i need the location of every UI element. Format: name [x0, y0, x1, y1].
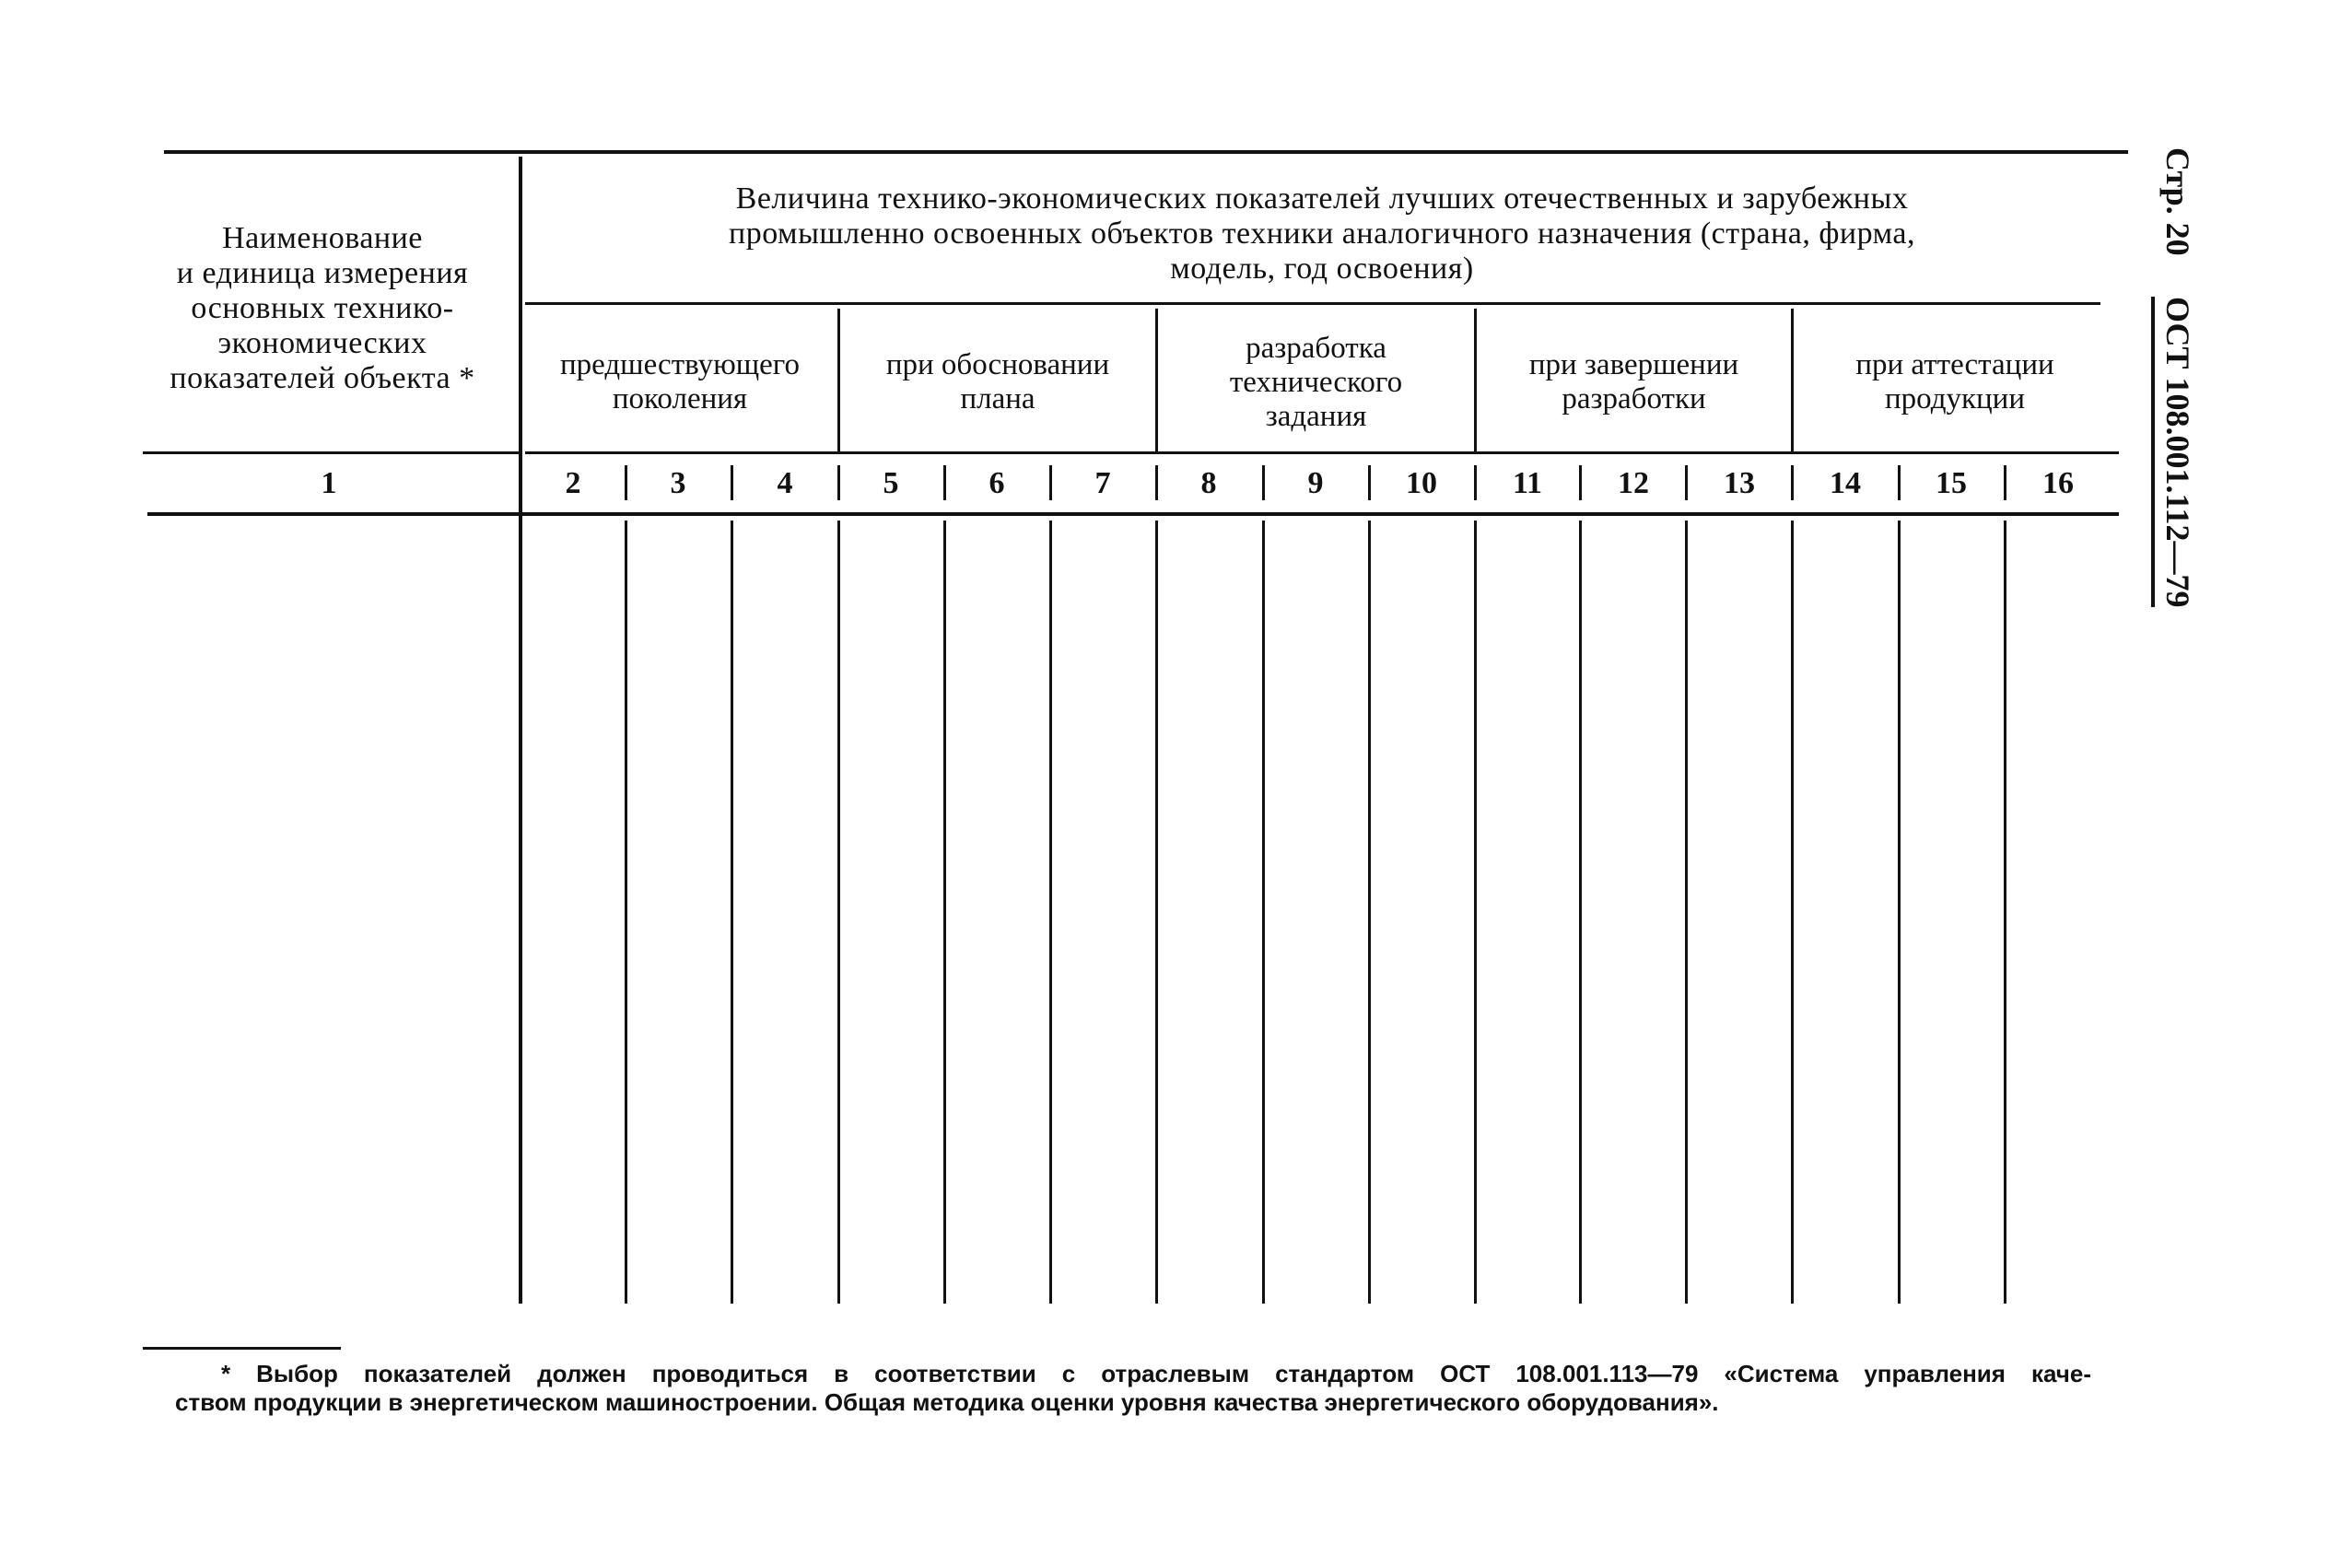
column-number: 11 — [1512, 466, 1543, 500]
body-column-line — [837, 521, 840, 1304]
column-number: 5 — [883, 466, 899, 500]
group-header-tech-spec — [1158, 332, 1474, 434]
column-number: 8 — [1200, 466, 1217, 500]
group-line: разработки — [1562, 381, 1706, 415]
group-line: при аттестации — [1855, 348, 2054, 381]
column-number: 6 — [989, 466, 1005, 500]
header-bottom-rule-left — [143, 451, 521, 454]
column-number: 16 — [2042, 466, 2074, 500]
footnote-line: ством продукции в энергетическом машиностроении. Общая методика оценки уровня качества энергетического оборудования». — [175, 1388, 1719, 1417]
column-number: 4 — [777, 466, 793, 500]
footnote — [175, 1360, 2091, 1417]
column-number: 7 — [1094, 466, 1111, 500]
main-header-line: Величина технико-экономических показателей лучших отечественных и зарубежных — [735, 181, 1909, 216]
group-line: поколения — [612, 381, 748, 415]
body-column-line — [731, 521, 733, 1304]
col1-separator — [519, 157, 522, 1304]
body-column-line — [1155, 521, 1158, 1304]
group-header-completion — [1477, 348, 1791, 416]
col1-line: экономических — [217, 326, 427, 361]
num-separator — [1685, 465, 1688, 500]
num-separator — [1262, 465, 1265, 500]
group-line: технического — [1229, 365, 1403, 399]
body-column-line — [625, 521, 627, 1304]
main-header — [544, 181, 2100, 287]
group-header-rule — [525, 302, 2100, 305]
num-separator — [1579, 465, 1582, 500]
body-column-line — [1368, 521, 1371, 1304]
num-separator — [1898, 465, 1901, 500]
column-number: 2 — [565, 466, 581, 500]
num-separator — [625, 465, 627, 500]
group-line: разработка — [1246, 332, 1386, 365]
body-column-line — [1474, 521, 1477, 1304]
column-number: 12 — [1618, 466, 1649, 500]
body-column-line — [943, 521, 946, 1304]
side-header — [2147, 147, 2202, 663]
column-number: 9 — [1307, 466, 1324, 500]
main-header-line: модель, год освоения) — [1170, 252, 1474, 287]
body-column-line — [1791, 521, 1794, 1304]
footnote-rule — [143, 1347, 341, 1350]
page-label: Стр. 20 — [2159, 147, 2196, 256]
body-column-line — [1049, 521, 1052, 1304]
num-separator — [1155, 465, 1158, 500]
num-separator — [943, 465, 946, 500]
group-line: плана — [960, 381, 1035, 415]
column-number: 15 — [1936, 466, 1967, 500]
num-separator — [731, 465, 733, 500]
group-line: при обосновании — [885, 348, 1110, 381]
header-bottom-rule-right — [525, 451, 2119, 454]
body-column-line — [2004, 521, 2006, 1304]
column-number: 3 — [670, 466, 686, 500]
group-line: задания — [1265, 399, 1367, 433]
num-separator — [1368, 465, 1371, 500]
table-top-rule — [164, 150, 2128, 154]
main-header-line: промышленно освоенных объектов техники аналогичного назначения (страна, фирма, — [729, 216, 1915, 252]
num-separator — [1791, 465, 1794, 500]
column-number: 13 — [1724, 466, 1755, 500]
column-number: 1 — [321, 466, 337, 500]
num-separator — [2004, 465, 2006, 500]
num-separator — [837, 465, 840, 500]
col1-line: и единица измерения — [176, 256, 469, 291]
body-column-line — [1262, 521, 1265, 1304]
standard-number: ОСТ 108.001.112—79 — [2151, 297, 2197, 607]
numbers-bottom-rule — [147, 512, 2119, 516]
body-column-line — [1685, 521, 1688, 1304]
group-header-certification — [1794, 348, 2116, 416]
num-separator — [1049, 465, 1052, 500]
body-column-line — [1579, 521, 1582, 1304]
group-line: при завершении — [1528, 348, 1739, 381]
col1-header — [138, 221, 507, 396]
footnote-line: * Выбор показателей должен проводиться в соответствии с отраслевым стандартом ОСТ 108.001.113—79 «Система управления каче- — [221, 1360, 2091, 1387]
group-header-plan-justification — [840, 348, 1155, 416]
col1-line: показателей объекта * — [170, 361, 475, 396]
column-number: 14 — [1830, 466, 1861, 500]
col1-line: Наименование — [222, 221, 423, 255]
num-separator — [1474, 465, 1477, 500]
col1-line: основных технико- — [191, 291, 454, 326]
group-line: предшествующего — [560, 348, 800, 381]
group-line: продукции — [1884, 381, 2025, 415]
body-column-line — [1898, 521, 1901, 1304]
group-header-previous-generation — [522, 348, 837, 416]
column-number: 10 — [1406, 466, 1437, 500]
